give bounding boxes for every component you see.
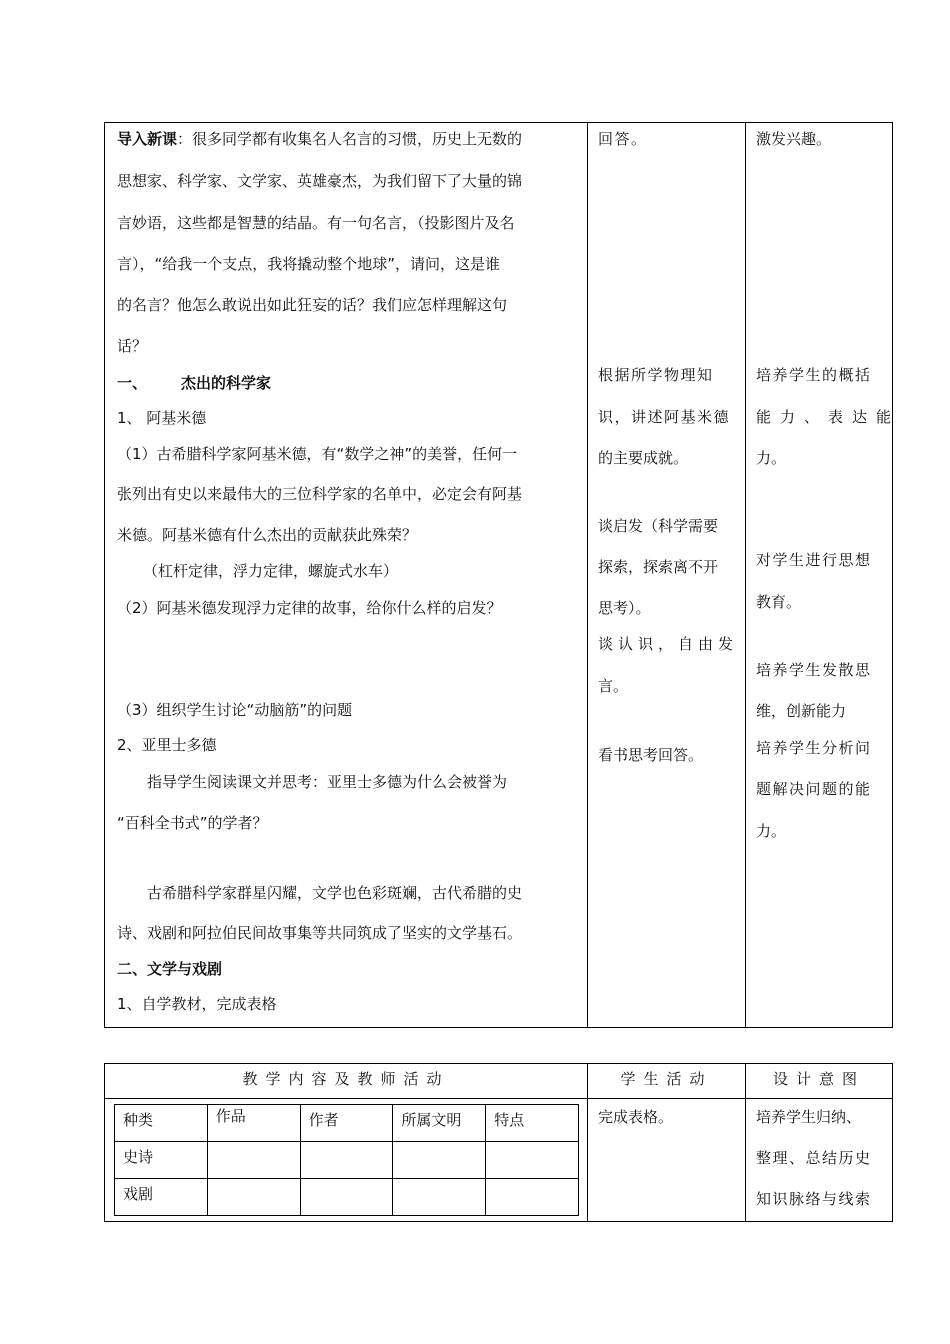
table-row — [115, 1179, 579, 1216]
student-activity-cell-2 — [588, 1099, 746, 1222]
col-header-category: 种类 — [115, 1105, 208, 1142]
question1-line-2: 张列出有史以来最伟大的三位科学家的名单中，必定会有阿基 — [117, 485, 523, 503]
row-label-epic: 史诗 — [115, 1142, 208, 1179]
design2-line-2: 整理、总结历史 — [756, 1149, 872, 1167]
intro-line-4: 言），“给我一个支点，我将撬动整个地球”，请问，这是谁 — [117, 255, 501, 273]
design-line-3: 能力、表达能 — [756, 408, 901, 426]
lesson-plan-table-1 — [104, 122, 901, 1028]
transition-line-2: 诗、戏剧和阿拉伯民间故事集等共同筑成了坚实的文学基石。 — [117, 924, 523, 942]
table-row — [115, 1142, 579, 1179]
empty-cell — [486, 1142, 579, 1179]
col-header-work: 作品 — [207, 1105, 300, 1142]
student-line-9: 言。 — [598, 677, 629, 695]
empty-cell — [300, 1179, 393, 1216]
design-line-9: 培养学生分析问 — [756, 739, 872, 757]
literature-works-table — [114, 1104, 579, 1216]
student-line-2: 根据所学物理知 — [598, 366, 714, 384]
design-line-8: 维，创新能力 — [756, 702, 847, 720]
col-header-author: 作者 — [300, 1105, 393, 1142]
question1-line-3: 米德。阿基米德有什么杰出的贡献获此殊荣？ — [117, 526, 418, 544]
student-activity-text: 完成表格。 — [598, 1108, 674, 1126]
design-line-10: 题解决问题的能 — [756, 780, 872, 798]
subheading-self-study: 1、自学教材，完成表格 — [117, 995, 277, 1013]
design-intent-cell-2 — [746, 1099, 893, 1222]
student-line-10: 看书思考回答。 — [598, 746, 704, 764]
transition-line-1: 古希腊科学家群星闪耀，文学也色彩斑斓，古代希腊的史 — [147, 884, 523, 902]
design-line-2: 培养学生的概括 — [756, 366, 872, 384]
question1-line-1: （1）古希腊科学家阿基米德，有“数学之神”的美誉，任何一 — [117, 445, 518, 463]
design-line-7: 培养学生发散思 — [756, 661, 872, 679]
intro-line-2: 思想家、科学家、文学家、英雄豪杰，为我们留下了大量的锦 — [117, 172, 523, 190]
student-line-3: 识，讲述阿基米德 — [598, 408, 731, 426]
empty-cell — [393, 1179, 486, 1216]
design2-line-1: 培养学生归纳、 — [756, 1108, 862, 1126]
header-design-intent: 设计意图 — [746, 1064, 893, 1099]
design2-line-3: 知识脉络与线索 — [756, 1190, 872, 1208]
intro-line-6: 话？ — [117, 337, 148, 355]
subheading-aristotle: 2、亚里士多德 — [117, 736, 217, 754]
intro-label: 导入新课 — [117, 130, 178, 148]
student-line-1: 回答。 — [598, 130, 648, 148]
student-line-5: 谈启发（科学需要 — [598, 517, 719, 535]
header-teacher-content: 教学内容及教师活动 — [105, 1064, 588, 1099]
empty-cell — [207, 1179, 300, 1216]
student-activity-cell — [588, 123, 746, 1028]
header-student-activity: 学生活动 — [588, 1064, 746, 1099]
empty-cell — [393, 1142, 486, 1179]
question3: （3）组织学生讨论“动脑筋”的问题 — [117, 701, 353, 719]
col-header-features: 特点 — [486, 1105, 579, 1142]
empty-cell — [300, 1142, 393, 1179]
design-line-1: 激发兴趣。 — [756, 130, 832, 148]
student-line-6: 探索，探索离不开 — [598, 558, 719, 576]
student-line-4: 的主要成就。 — [598, 449, 689, 467]
subheading-archimedes: 1、 阿基米德 — [117, 409, 207, 427]
question2: （2）阿基米德发现浮力定律的故事，给你什么样的启发？ — [117, 599, 502, 617]
guide-line-2: “百科全书式”的学者？ — [117, 814, 268, 832]
design-line-5: 对学生进行思想 — [756, 551, 872, 569]
design-line-6: 教育。 — [756, 593, 802, 611]
section1-number: 一、 — [117, 374, 148, 392]
design-intent-cell — [746, 123, 901, 1028]
answer1: （杠杆定律，浮力定律，螺旋式水车） — [143, 562, 399, 580]
student-line-8: 谈认识，自由发 — [598, 635, 739, 653]
section1-title: 杰出的科学家 — [181, 374, 272, 392]
design-line-11: 力。 — [756, 822, 787, 840]
empty-cell — [486, 1179, 579, 1216]
lesson-plan-table-2 — [104, 1063, 893, 1222]
intro-line-1: 导入新课：很多同学都有收集名人名言的习惯，历史上无数的 — [117, 130, 523, 148]
row-label-drama: 戏剧 — [115, 1179, 208, 1216]
design-line-4: 力。 — [756, 449, 787, 467]
section2-title: 二、文学与戏剧 — [117, 960, 223, 978]
student-line-7: 思考）。 — [598, 599, 651, 617]
guide-line-1: 指导学生阅读课文并思考：亚里士多德为什么会被誉为 — [147, 773, 508, 791]
intro-line-5: 的名言？他怎么敢说出如此狂妄的话？我们应怎样理解这句 — [117, 296, 508, 314]
empty-cell — [207, 1142, 300, 1179]
works-table-cell — [105, 1099, 588, 1222]
intro-line-3: 言妙语，这些都是智慧的结晶。有一句名言，（投影图片及名 — [117, 214, 515, 232]
col-header-civilization: 所属文明 — [393, 1105, 486, 1142]
teacher-content-cell — [105, 123, 588, 1028]
